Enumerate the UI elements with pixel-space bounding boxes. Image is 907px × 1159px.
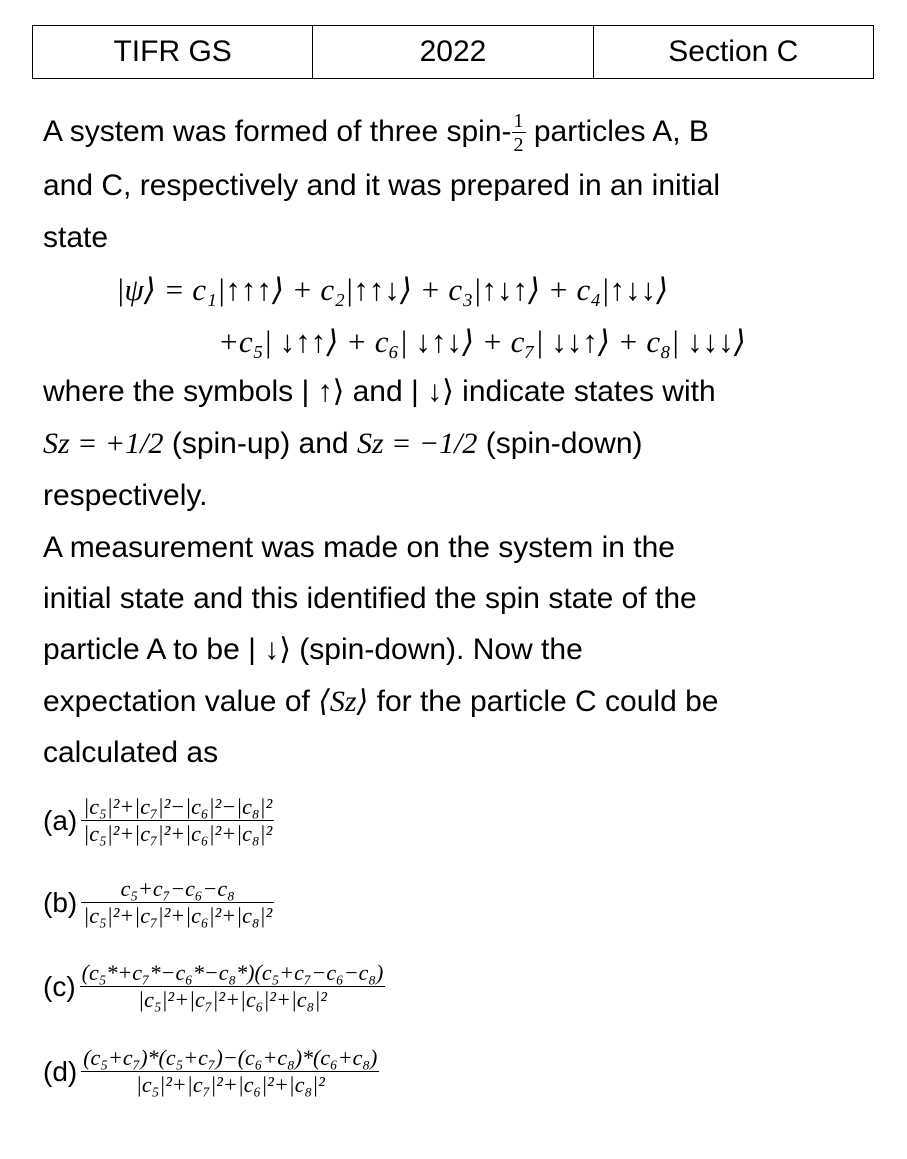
option-c[interactable] <box>43 961 385 1012</box>
option-d-denominator: |c₅|²+|c₇|²+|c₆|²+|c₈|² <box>135 1072 325 1098</box>
symbols-line-2 <box>43 427 643 461</box>
measurement-line-4 <box>43 685 718 719</box>
option-c-fraction <box>80 961 386 1012</box>
option-b[interactable] <box>43 877 274 928</box>
intro-line-3: state <box>43 221 109 254</box>
option-b-label: (b) <box>43 886 78 918</box>
option-a-fraction <box>81 795 274 846</box>
intro-line-2: and C, respectively and it was prepared in an initial <box>43 169 721 202</box>
state-equation-line-1: |ψ⟩ = c₁|↑↑↑⟩ + c₂|↑↑↓⟩ + c₃|↑↓↑⟩ + c₄|↑↓↓⟩ <box>116 272 669 307</box>
measurement-line-1: A measurement was made on the system in the <box>43 531 675 564</box>
measurement-text-c: for the particle C could be <box>368 685 719 718</box>
measurement-text-a: expectation value of <box>43 685 319 718</box>
intro-line-1 <box>43 110 709 156</box>
symbols-text-d: (spin-down) <box>477 427 643 460</box>
option-c-denominator: |c₅|²+|c₇|²+|c₆|²+|c₈|² <box>138 987 327 1013</box>
header-year: 2022 <box>313 26 593 79</box>
symbols-text-b: (spin-up) and <box>163 427 357 460</box>
option-a-label: (a) <box>43 804 78 836</box>
option-b-denominator: |c₅|²+|c₇|²+|c₆|²+|c₈|² <box>83 903 273 929</box>
option-b-fraction <box>81 877 274 928</box>
sz-expectation: ⟨Sz⟩ <box>318 685 369 718</box>
option-a-numerator: |c₅|²+|c₇|²−|c₆|²−|c₈|² <box>81 795 274 821</box>
option-d-label: (d) <box>43 1055 78 1087</box>
option-c-numerator: (c₅*+c₇*−c₆*−c₈*)(c₅+c₇−c₆−c₈) <box>80 961 386 987</box>
header-section: Section C <box>593 26 873 79</box>
option-a-denominator: |c₅|²+|c₇|²+|c₆|²+|c₈|² <box>83 821 273 847</box>
sz-down-expr: Sz = −1/2 <box>356 427 478 460</box>
option-b-numerator: c₅+c₇−c₆−c₈ <box>81 877 274 903</box>
measurement-line-5: calculated as <box>43 736 219 769</box>
option-d-numerator: (c₅+c₇)*(c₅+c₇)−(c₆+c₈)*(c₆+c₈) <box>81 1046 379 1072</box>
header-table <box>32 25 874 79</box>
option-d[interactable] <box>43 1046 379 1097</box>
half-fraction <box>512 110 526 156</box>
intro-text-a: A system was formed of three spin- <box>43 114 512 148</box>
symbols-line-1: where the symbols | ↑⟩ and | ↓⟩ indicate states with <box>43 375 716 408</box>
option-c-label: (c) <box>43 970 76 1002</box>
header-exam: TIFR GS <box>33 26 313 79</box>
intro-text-b: particles A, B <box>525 114 709 148</box>
symbols-line-3: respectively. <box>43 479 208 512</box>
half-denominator: 2 <box>513 134 524 156</box>
state-equation-line-2: +c₅| ↓↑↑⟩ + c₆| ↓↑↓⟩ + c₇| ↓↓↑⟩ + c₈| ↓↓↓⟩ <box>218 324 746 359</box>
measurement-line-3: particle A to be | ↓⟩ (spin-down). Now the <box>43 633 583 666</box>
measurement-line-2: initial state and this identified the spin state of the <box>43 582 697 615</box>
sz-up-expr: Sz = +1/2 <box>43 427 164 460</box>
option-d-fraction <box>81 1046 379 1097</box>
option-a[interactable] <box>43 795 274 846</box>
half-numerator: 1 <box>513 110 524 132</box>
